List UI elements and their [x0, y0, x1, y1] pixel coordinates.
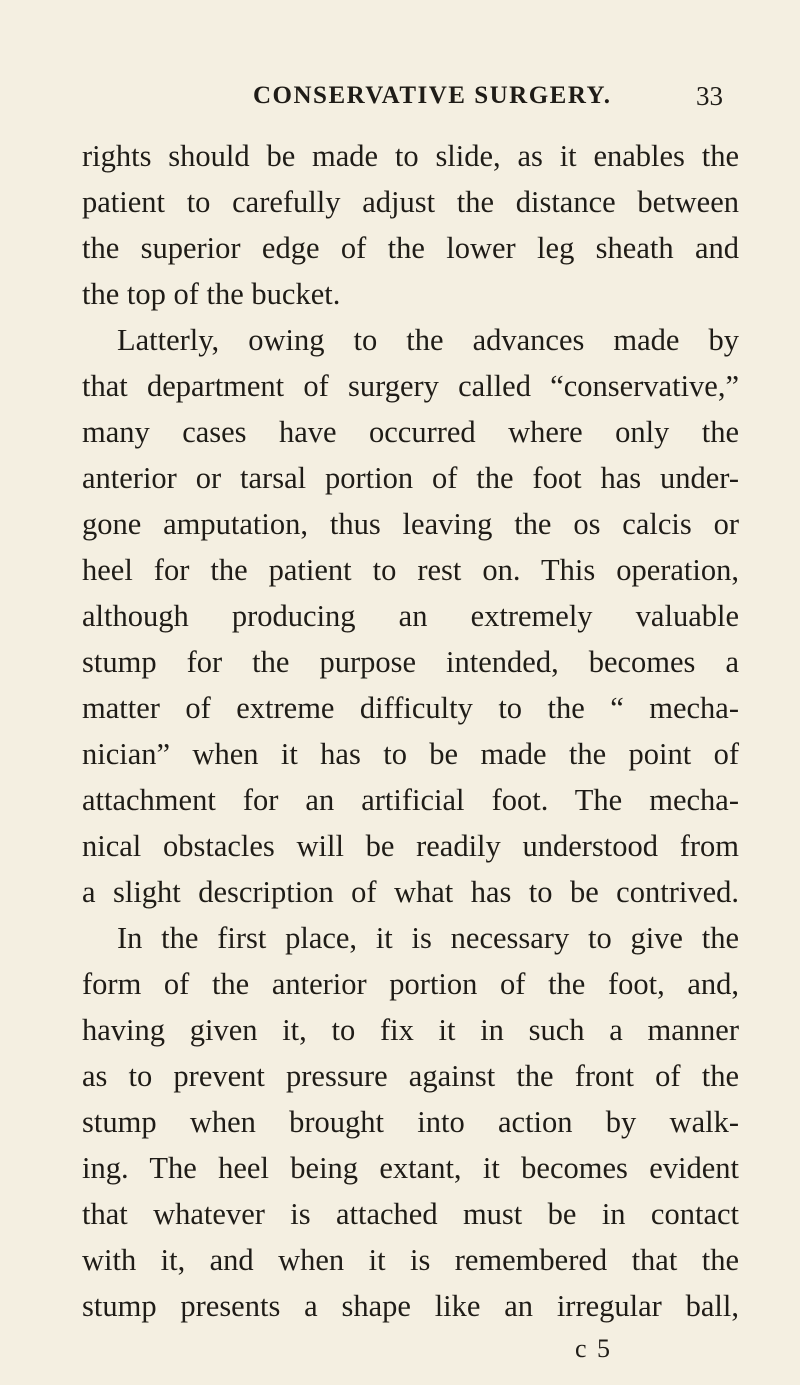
text-line: Latterly, owing to the advances made by [117, 323, 739, 357]
text-line: stump for the purpose intended, becomes a [82, 645, 739, 679]
running-title: CONSERVATIVE SURGERY. [253, 82, 612, 109]
text-line: with it, and when it is remembered that the [82, 1243, 739, 1277]
text-line: gone amputation, thus leaving the os calcis or [82, 507, 739, 541]
text-line: nical obstacles will be readily understood from [82, 829, 739, 863]
text-line: that whatever is attached must be in contact [82, 1197, 739, 1231]
text-line: that department of surgery called “conservative,” [82, 369, 739, 403]
text-line: rights should be made to slide, as it enables the [82, 139, 739, 173]
page-header [0, 80, 800, 112]
page-number: 33 [696, 81, 723, 111]
text-line: many cases have occurred where only the [82, 415, 739, 449]
text-line: patient to carefully adjust the distance between [82, 185, 739, 219]
text-line: nician” when it has to be made the point of [82, 737, 739, 771]
text-line: form of the anterior portion of the foot, and, [82, 967, 739, 1001]
text-line: matter of extreme difficulty to the “ mecha- [82, 691, 739, 725]
text-line: stump when brought into action by walk- [82, 1105, 739, 1139]
text-line: although producing an extremely valuable [82, 599, 739, 633]
text-line: In the first place, it is necessary to give the [117, 921, 739, 955]
text-line: as to prevent pressure against the front of the [82, 1059, 739, 1093]
text-line: the top of the bucket. [82, 277, 341, 311]
text-line: having given it, to fix it in such a manner [82, 1013, 739, 1047]
text-line: heel for the patient to rest on. This operation, [82, 553, 739, 587]
text-line: the superior edge of the lower leg sheath and [82, 231, 739, 265]
text-line: a slight description of what has to be contrived. [82, 875, 739, 909]
text-line: ing. The heel being extant, it becomes evident [82, 1151, 739, 1185]
text-line: anterior or tarsal portion of the foot has under- [82, 461, 739, 495]
text-line: stump presents a shape like an irregular ball, [82, 1289, 739, 1323]
signature-mark: c 5 [575, 1334, 613, 1363]
text-line: attachment for an artificial foot. The mecha- [82, 783, 739, 817]
